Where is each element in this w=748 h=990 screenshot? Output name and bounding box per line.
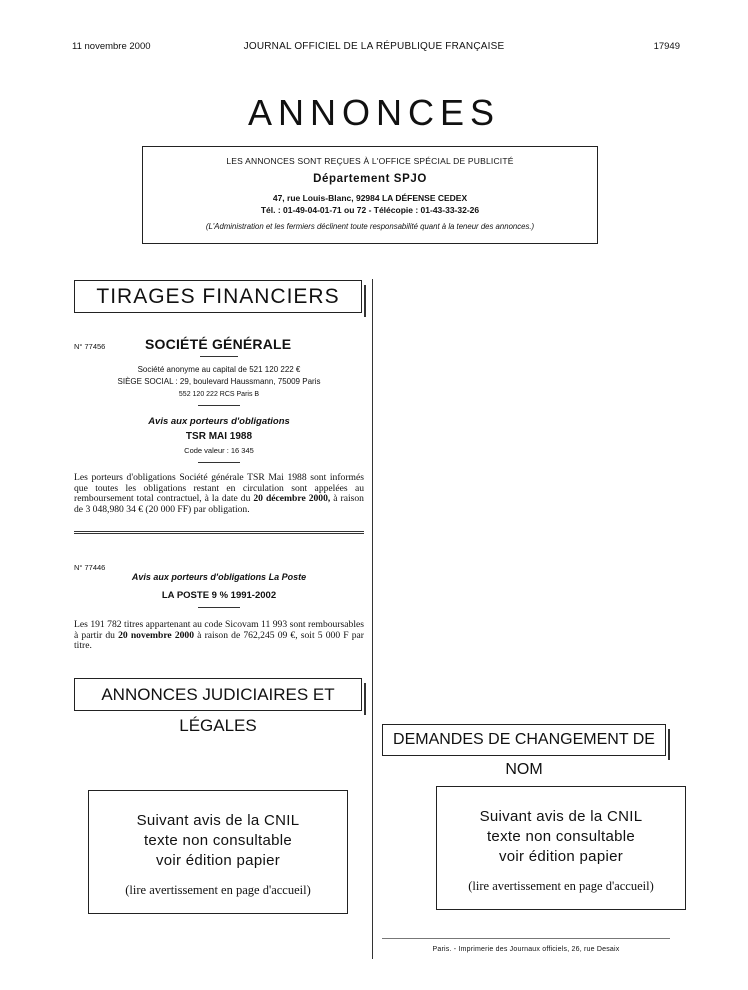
- section-heading-judiciaires: [74, 678, 362, 735]
- section-heading-judiciaires-label: ANNONCES JUDICIAIRES ET LÉGALES: [101, 685, 335, 735]
- cnil-line2: texte non consultable: [486, 828, 636, 845]
- announcement-body: Les 191 782 titres appartenant au code Sicovam 11 993 sont remboursables à partir du 20 novembre 2000 à raison de 762,245 09 €, soit 5 000 F par titre.: [74, 619, 364, 651]
- separator: [198, 462, 240, 463]
- info-address: 47, rue Louis-Blanc, 92984 LA DÉFENSE CEDEX: [272, 193, 468, 203]
- info-phone: Tél. : 01-49-04-01-71 ou 72 - Télécopie : 01-43-33-32-26: [260, 205, 480, 215]
- company-siege: SIÈGE SOCIAL : 29, boulevard Haussmann, 75009 Paris: [117, 377, 321, 386]
- section-heading-tirages: [74, 280, 362, 313]
- announcement-number: N° 77446: [74, 563, 106, 572]
- double-rule: [74, 531, 364, 534]
- avis-heading: Avis aux porteurs d'obligations La Poste: [131, 572, 307, 582]
- announcement-number: N° 77456: [74, 342, 106, 351]
- cnil-notice-left: [88, 790, 348, 914]
- separator: [198, 607, 240, 608]
- announcement-body: Les porteurs d'obligations Société générale TSR Mai 1988 sont informés que toutes les obligations restant en circulation sont appelées au remboursement total contractuel, à la date du 20 décembre 2000, à raison de 3 048,980 34 € (20 000 FF) par obligation.: [74, 472, 364, 515]
- publicity-info-box: [142, 146, 598, 244]
- cnil-line1: Suivant avis de la CNIL: [479, 808, 643, 825]
- code-valeur: Code valeur : 16 345: [184, 446, 254, 455]
- column-divider: [372, 279, 373, 959]
- bond-title: LA POSTE 9 % 1991-2002: [161, 590, 277, 601]
- company-name: SOCIÉTÉ GÉNÉRALE: [145, 336, 292, 352]
- info-reception-line: LES ANNONCES SONT REÇUES À L'OFFICE SPÉCIAL DE PUBLICITÉ: [226, 156, 514, 166]
- announcement-date: 20 décembre 2000,: [253, 493, 331, 504]
- cnil-line3: voir édition papier: [155, 852, 281, 869]
- info-department: Département SPJO: [313, 173, 427, 185]
- company-rcs: 552 120 222 RCS Paris B: [178, 391, 260, 398]
- footer-rule: [382, 938, 670, 939]
- section-heading-demandes-label: DEMANDES DE CHANGEMENT DE NOM: [393, 731, 655, 778]
- header-date: 11 novembre 2000: [72, 41, 151, 52]
- section-heading-demandes: [382, 724, 666, 778]
- cnil-notice-right: [436, 786, 686, 910]
- section-heading-tirages-label: TIRAGES FINANCIERS: [96, 285, 340, 308]
- company-capital: Société anonyme au capital de 521 120 222 €: [137, 365, 301, 374]
- cnil-line3: voir édition papier: [498, 848, 624, 865]
- announcement-date: 20 novembre 2000: [118, 629, 195, 641]
- avis-heading: Avis aux porteurs d'obligations: [148, 416, 290, 427]
- cnil-line1: Suivant avis de la CNIL: [136, 812, 300, 829]
- cnil-line4: (lire avertissement en page d'accueil): [468, 879, 654, 893]
- info-disclaimer: (L'Administration et les fermiers déclinent toute responsabilité quant à la teneur des annonces.): [205, 222, 535, 231]
- separator: [198, 405, 240, 406]
- cnil-line4: (lire avertissement en page d'accueil): [125, 883, 311, 897]
- bond-title: TSR MAI 1988: [185, 431, 253, 442]
- header-journal-title: JOURNAL OFFICIEL DE LA RÉPUBLIQUE FRANÇAISE: [243, 41, 505, 52]
- cnil-line2: texte non consultable: [143, 832, 293, 849]
- page-title: ANNONCES: [247, 92, 501, 133]
- footer-imprint: Paris. - Imprimerie des Journaux officiels, 26, rue Desaix: [432, 946, 620, 953]
- separator: [200, 356, 238, 357]
- header-page-number: 17949: [653, 41, 680, 52]
